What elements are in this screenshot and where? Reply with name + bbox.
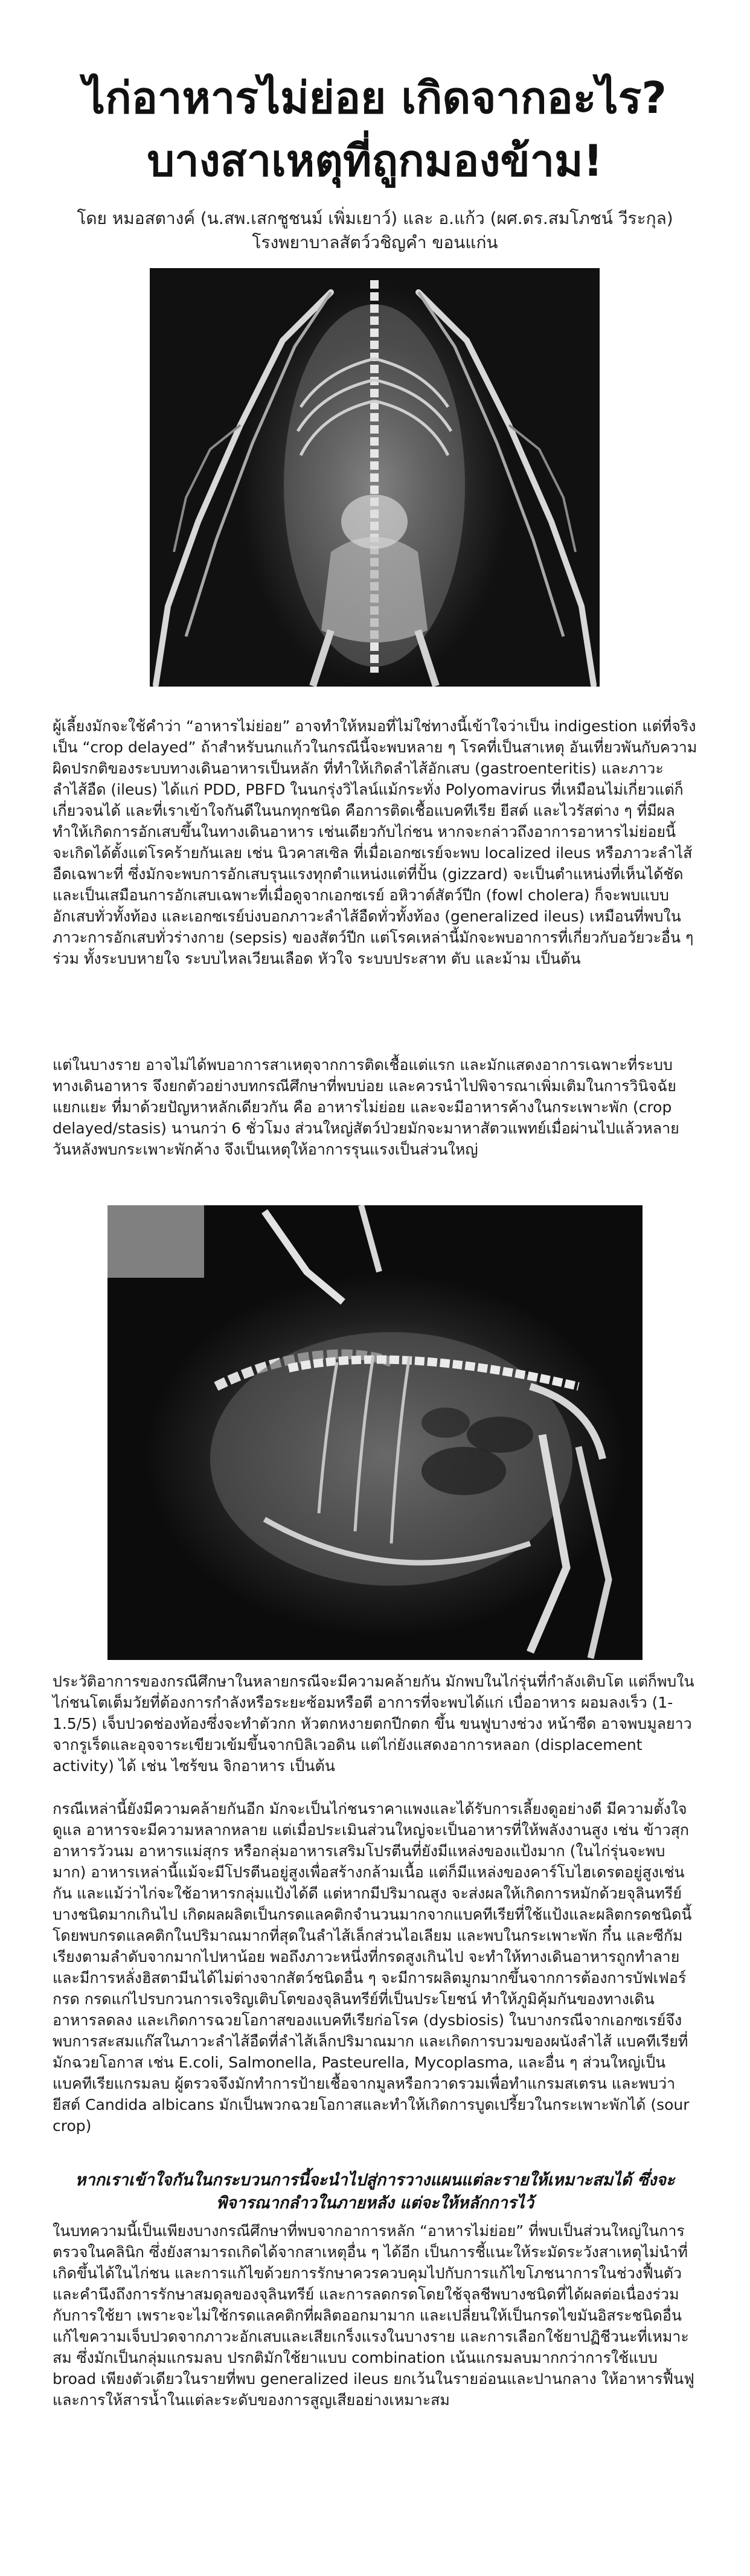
author-byline: โดย หมอสตางค์ (น.สพ.เสกชูชนม์ เพิ่มเยาว์) และ อ.แก้ว (ผศ.ดร.สมโภชน์ วีระกุล) xyxy=(77,208,673,228)
emphasis-note: หากเราเข้าใจกันในกระบวนการนี้จะนำไปสู่การวางแผนแต่ละรายให้เหมาะสมได้ ซึ่งจะพิจารณากลำวในภายหลัง แต่จะให้หลักการไว้ xyxy=(75,2171,675,2212)
x-ray-icon xyxy=(107,1205,643,1660)
paragraph-1: ผู้เลี้ยงมักจะใช้คำว่า “อาหารไม่ย่อย” อาจทำให้หมอที่ไม่ใช่ทางนี้เข้าใจว่าเป็น indigestion แต่ที่จริงเป็น “crop delayed” ถ้าสำหรับนกแก้วในกรณีนี้จะพบหลาย ๆ โรคที่เป็นสาเหตุ อันเที่ยวพันกับความผิดปรกติของระบบทางเดินอาหารเป็นหลัก ที่ทำให้เกิดลำไส้อักเสบ (gastroenteritis) และภาวะลำไส้อืด (ileus) ได้แก่ PDD, PBFD ในนกรุ่งวิไลน์แม้กระทั่ง Polyomavirus ที่เหมือนไม่เกี่ยวแต่ก็เกี่ยวจนได้ และที่เราเข้าใจกันดีในนกทุกชนิด คือการติดเชื้อแบคทีเรีย ยีสต์ และไวรัสต่าง ๆ ที่มีผลทำให้เกิดการอักเสบขึ้นในทางเดินอาหาร เช่นเดียวกับไก่ชน หากจะกล่าวถึงอาการอาหารไม่ย่อยนี้ จะเกิดได้ตั้งแต่โรคร้ายกันเลย เช่น นิวคาสเซิล ที่เมื่อเอกซเรย์จะพบ localized ileus หรือภาวะลำไส้อืดเฉพาะที่ ซึ่งมักจะพบการอักเสบรุนแรงทุกตำแหน่งแต่ที่ปั้น (gizzard) จะเป็นตำแหน่งที่เห็นได้ชัด และเป็นเสมือนการอักเสบเฉพาะที่เมื่อดูจากเอกซเรย์ อหิวาต์สัตว์ปีก (fowl cholera) ก็จะพบแบบอักเสบทั่วทั้งท้อง และเอกซเรย์บ่งบอกภาวะลำไส้อืดทั่วทั้งท้อง (generalized ileus) เหมือนที่พบในภาวะการอักเสบทั่วร่างกาย (sepsis) ของสัตว์ปีก แต่โรคเหล่านี้มักจะพบอาการที่เกี่ยวกับอวัยวะอื่น ๆ ร่วม ทั้งระบบหายใจ ระบบไหลเวียนเลือด หัวใจ ระบบประสาท ตับ และม้าม เป็นต้น xyxy=(53,717,697,967)
hospital-byline: โรงพยาบาลสัตว์วชิญคำ ขอนแก่น xyxy=(252,232,498,252)
paragraph-2: แต่ในบางราย อาจไม่ได้พบอาการสาเหตุจากการติดเชื้อแต่แรก และมักแสดงอาการเฉพาะที่ระบบทางเดินอาหาร จึงยกตัวอย่างบทกรณีศึกษาที่พบบ่อย และควรนำไปพิจารณาเพิ่มเติมในการวินิจฉัยแยกแยะ ที่มาด้วยปัญหาหลักเดียวกัน คือ อาหารไม่ย่อย และจะมีอาหารค้างในกระเพาะพัก (crop delayed/stasis) นานกว่า 6 ชั่วโมง ส่วนใหญ่สัตว์ป่วยมักจะมาหาสัตวแพทย์เมื่อผ่านไปแล้วหลายวันหลังพบกระเพาะพักค้าง จึงเป็นเหตุให้อาการรุนแรงเป็นส่วนใหญ่ xyxy=(53,1056,679,1158)
title-line-2: บางสาเหตุที่ถูกมองข้าม! xyxy=(147,135,603,186)
paragraph-conclusion: ในบทความนี้เป็นเพียงบางกรณีศึกษาที่พบจากอาการหลัก “อาหารไม่ย่อย” ที่พบเป็นส่วนใหญ่ในการตรวจในคลินิก ซึ่งยังสามารถเกิดได้จากสาเหตุอื่น ๆ ได้อีก เป็นการชี้แนะให้ระมัดระวังสาเหตุไม่นำที่เกิดขึ้นได้ในไก่ชน และการแก้ไขด้วยการรักษาควรควบคุมไปกับการแก้ไขโภชนาการในช่วงฟื้นตัวและคำนึงถึงการรักษาสมดุลของจุลินทรีย์ และการลดกรดโดยใช้จุลชีพบางชนิดที่ได้ผลต่อเนื่องร่วมกับการใช้ยา เพราะจะไม่ใช้กรดแลคติกที่ผลิตออกมามาก และเปลี่ยนให้เป็นกรดไขมันอิสระชนิดอื่น แก้ไขความเจ็บปวดจากภาวะอักเสบและเสียเกร็งแรงในบางราย และการเลือกใช้ยาปฏิชีวนะที่เหมาะสม ซึ่งมักเป็นกลุ่มแกรมลบ ปรกติมักใช้ยาแบบ combination เน้นแกรมลบมากกว่าการใช้แบบ broad เพียงตัวเดียวในรายที่พบ generalized ileus ยกเว้นในรายอ่อนและปานกลาง ให้อาหารฟื้นฟู และการให้สารน้ำในแต่ละระดับของการสูญเสียอย่างเหมาะสม xyxy=(53,2222,694,2409)
paragraph-4: กรณีเหล่านี้ยังมีความคล้ายกันอีก มักจะเป็นไก่ชนราคาแพงและได้รับการเลี้ยงดูอย่างดี มีความตั้งใจดูแล อาหารจะมีความหลากหลาย แต่เมื่อประเมินส่วนใหญ่จะเป็นอาหารที่ให้พลังงานสูง เช่น ข้าวสุก อาหารวัวนม อาหารแม่สุกร หรือกลุ่มอาหารเสริมโปรตีนที่ยังมีแหล่งของแป้งมาก (ในไก่รุ่นจะพบมาก) อาหารเหล่านี้แม้จะมีโปรตีนอยู่สูงเพื่อสร้างกล้ามเนื้อ แต่ก็มีแหล่งของคาร์โบไฮเดรตอยู่สูงเช่นกัน และแม้ว่าไก่จะใช้อาหารกลุ่มแป้งได้ดี แต่หากมีปริมาณสูง จะส่งผลให้เกิดการหมักด้วยจุลินทรีย์บางชนิดมากเกินไป เกิดผลผลิตเป็นกรดแลคติกจำนวนมากจากแบคทีเรียที่ใช้แป้งและผลิตกรดชนิดนี้ โดยพบกรดแลคติกในปริมาณมากที่สุดในลำไส้เล็กส่วนไอเลียม และพบในกระเพาะพัก กึ๋น และซีกัม เรียงตามลำดับจากมากไปหาน้อย พอถึงภาวะหนึ่งที่กรดสูงเกินไป จะทำให้ทางเดินอาหารถูกทำลายและมีการหลั่งฮิสตามีนได้ไม่ต่างจากสัตว์ชนิดอื่น ๆ จะมีการผลิตมูกมากขึ้นจากการต้องการบัฟเฟอร์กรด กรดแก่ไปรบกวนการเจริญเติบโตของจุลินทรีย์ที่เป็นประโยชน์ ทำให้ภูมิคุ้มกันของทางเดินอาหารลดลง และเกิดการฉวยโอกาสของแบคทีเรียก่อโรค (dysbiosis) ในบางกรณีจากเอกซเรย์จึงพบการสะสมแก๊สในภาวะลำไส้อืดที่ลำไส้เล็กปริมาณมาก และเกิดการบวมของผนังลำไส้ แบคทีเรียที่มักฉวยโอกาส เช่น E.coli, Salmonella, Pasteurella, Mycoplasma, และอื่น ๆ ส่วนใหญ่เป็นแบคทีเรียแกรมลบ ผู้ตรวจจึงมักทำการป้ายเชื้อจากมูลหรือกวาดรวมเพื่อทำแกรมสเตรน และพบว่ายีสต์ Candida albicans มักเป็นพวกฉวยโอกาสและทำให้เกิดการบูดเปรี้ยวในกระเพาะพักได้ (sour crop) xyxy=(53,1800,692,2135)
xray-image-ventrodorsal xyxy=(150,268,600,687)
paragraph-3: ประวัติอาการของกรณีศึกษาในหลายกรณีจะมีความคล้ายกัน มักพบในไก่รุ่นที่กำลังเติบโต แต่ก็พบในไก่ชนโตเต็มวัยที่ต้องการกำลังหรือระยะซ้อมหรือตี อาการที่จะพบได้แก่ เบื่ออาหาร ผอมลงเร็ว (1-1.5/5) เจ็บปวดช่องท้องซึ่งจะทำตัวกก หัวตกหงายตกปีกตก ขึ้น ขนฟูบางช่วง หน้าซีด อาจพบมูลยาวจากรูเร็ดและอุจจาระเขียวเข้มขึ้นจากบิลิเวอดิน แต่ไก่ยังแสดงอาการหลอก (displacement activity) ได้ เช่น ไซร้ขน จิกอาหาร เป็นต้น xyxy=(53,1673,694,1775)
title-line-1: ไก่อาหารไม่ย่อย เกิดจากอะไร? xyxy=(83,72,667,123)
xray-image-lateral xyxy=(107,1205,643,1660)
x-ray-icon xyxy=(150,268,600,687)
